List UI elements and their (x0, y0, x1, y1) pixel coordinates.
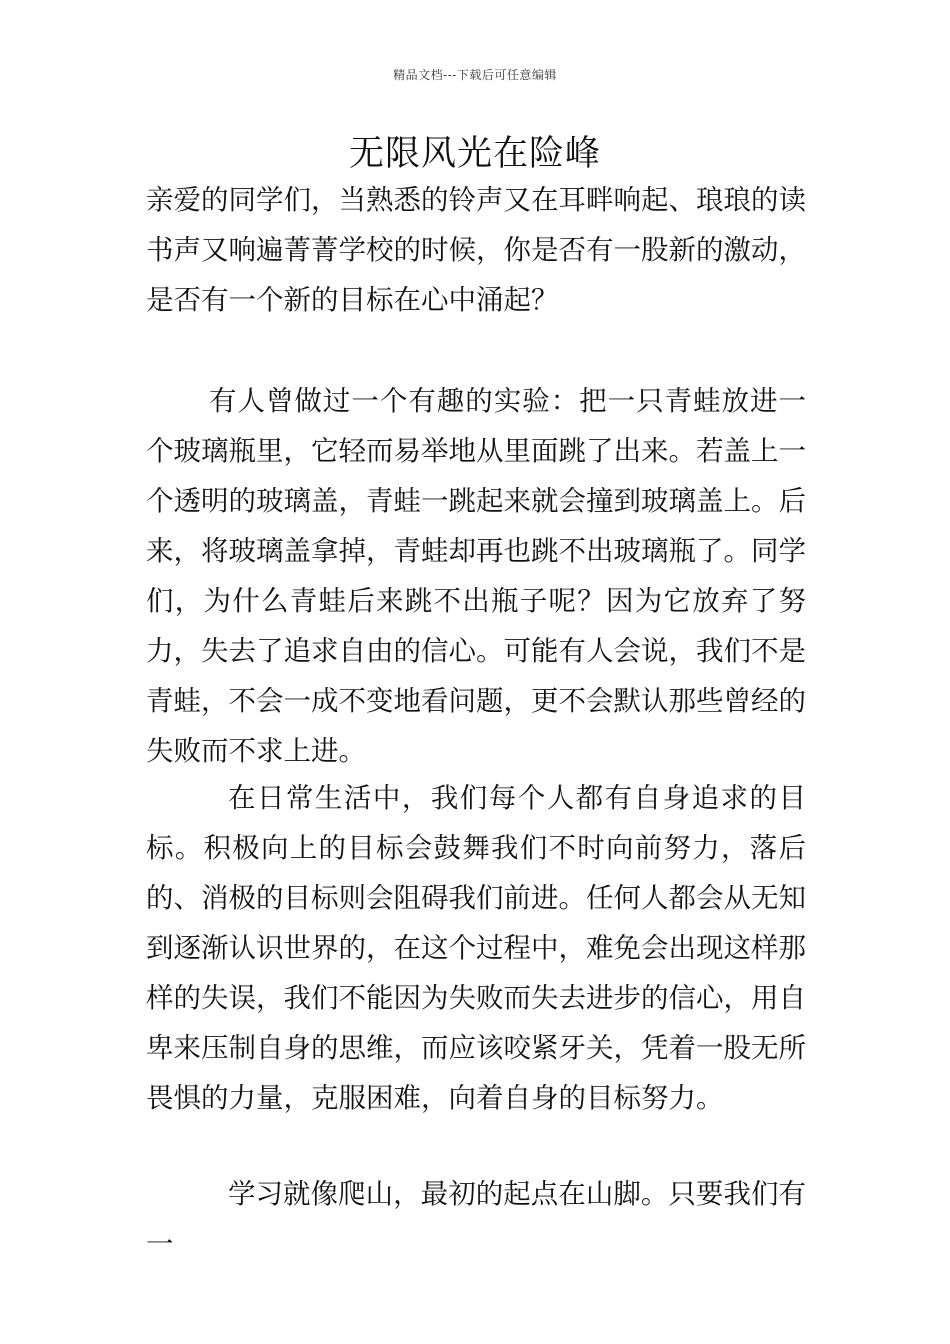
document-title: 无限风光在险峰 (348, 134, 601, 174)
header-note: 精品文档---下载后可任意编辑 (393, 68, 557, 82)
paragraph-1: 亲爱的同学们，当熟悉的铃声又在耳畔响起、琅琅的读书声又响遍菁菁学校的时候，你是否有一股新的激动，是否有一个新的目标在心中涌起？ (146, 184, 806, 316)
paragraph-3: 在日常生活中，我们每个人都有自身追求的目标。积极向上的目标会鼓舞我们不时向前努力，落后的、消极的目标则会阻碍我们前进。任何人都会从无知到逐渐认识世界的，在这个过程中，难免会出现这样那样的失误，我们不能因为失败而失去进步的信心，用自卑来压制自身的思维，而应该咬紧牙关，凭着一股无所畏惧的力量，克服困难，向着自身的目标努力。 (146, 782, 806, 1114)
paragraph-4: 学习就像爬山，最初的起点在山脚。只要我们有一 (146, 1178, 806, 1260)
paragraph-2: 有人曾做过一个有趣的实验：把一只青蛙放进一个玻璃瓶里，它轻而易举地从里面跳了出来。若盖上一个透明的玻璃盖，青蛙一跳起来就会撞到玻璃盖上。后来，将玻璃盖拿掉，青蛙却再也跳不出玻璃瓶了。同学们，为什么青蛙后来跳不出瓶子呢？因为它放弃了努力，失去了追求自由的信心。可能有人会说，我们不是青蛙，不会一成不变地看问题，更不会默认那些曾经的失败而不求上进。 (146, 385, 806, 767)
